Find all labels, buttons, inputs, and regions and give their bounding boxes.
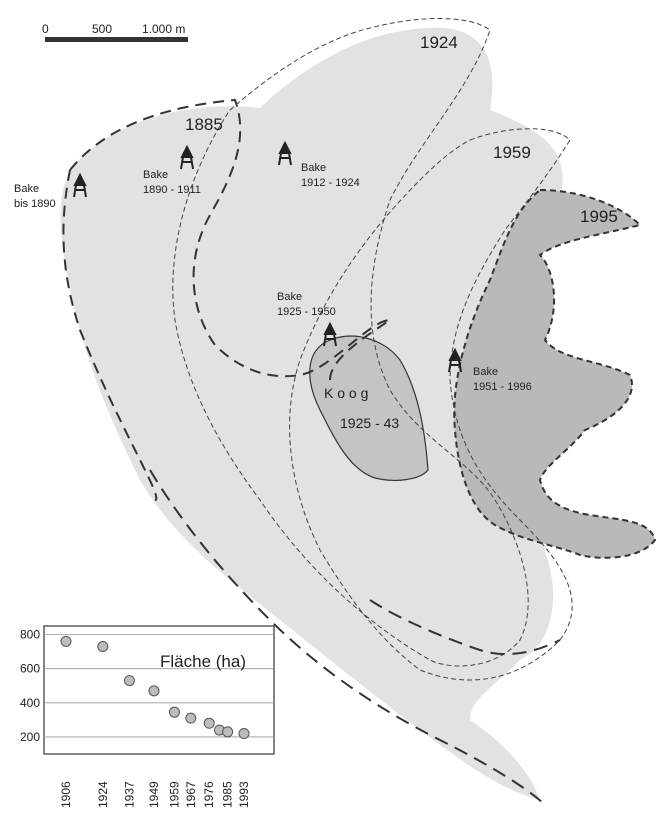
data-point [124,676,134,686]
year-label-1885: 1885 [185,115,223,134]
beacon-label-line2: 1890 - 1911 [143,184,201,196]
koog-years: 1925 - 43 [340,415,400,431]
x-tick-label: 1906 [59,781,73,808]
beacon-label-line1: Bake [14,183,40,195]
scale-label-0: 0 [42,22,49,36]
scale-bar [42,22,188,42]
x-tick-label: 1993 [237,781,251,808]
area-chart-inset [20,626,274,808]
x-tick-label: 1985 [220,781,235,808]
data-point [61,636,71,646]
year-label-1924: 1924 [420,33,458,52]
data-point [239,729,249,739]
data-point [186,713,196,723]
beacon-label-line2: bis 1890 [14,198,56,210]
chart-title: Fläche (ha) [160,652,246,671]
year-label-1959: 1959 [493,143,531,162]
x-tick-label: 1967 [183,781,198,808]
koog-label: K o o g [324,385,369,401]
scale-label-1000: 1.000 m [142,22,186,36]
y-tick-label: 800 [19,627,40,642]
beacon-label-line1: Bake [473,366,499,378]
data-point [149,686,159,696]
beacon-label-line2: 1951 - 1996 [473,381,532,393]
y-tick-label: 600 [19,661,40,676]
x-tick-label: 1949 [146,781,161,808]
data-point [169,707,179,717]
year-label-1995: 1995 [580,207,618,226]
x-tick-label: 1959 [167,781,182,808]
data-point [223,727,233,737]
beacon-label-line2: 1912 - 1924 [301,177,360,189]
data-point [98,641,108,651]
beacon-label-line1: Bake [301,162,327,174]
scale-label-500: 500 [92,22,113,36]
y-tick-label: 400 [19,695,40,710]
beacon-label-line1: Bake [277,291,303,303]
x-tick-label: 1924 [95,781,110,808]
y-tick-label: 200 [19,729,40,744]
x-tick-label: 1976 [202,781,217,808]
beacon-label-line1: Bake [143,169,169,181]
beacon-label-line2: 1925 - 1950 [277,306,336,318]
x-tick-label: 1937 [122,781,137,808]
data-point [204,718,214,728]
